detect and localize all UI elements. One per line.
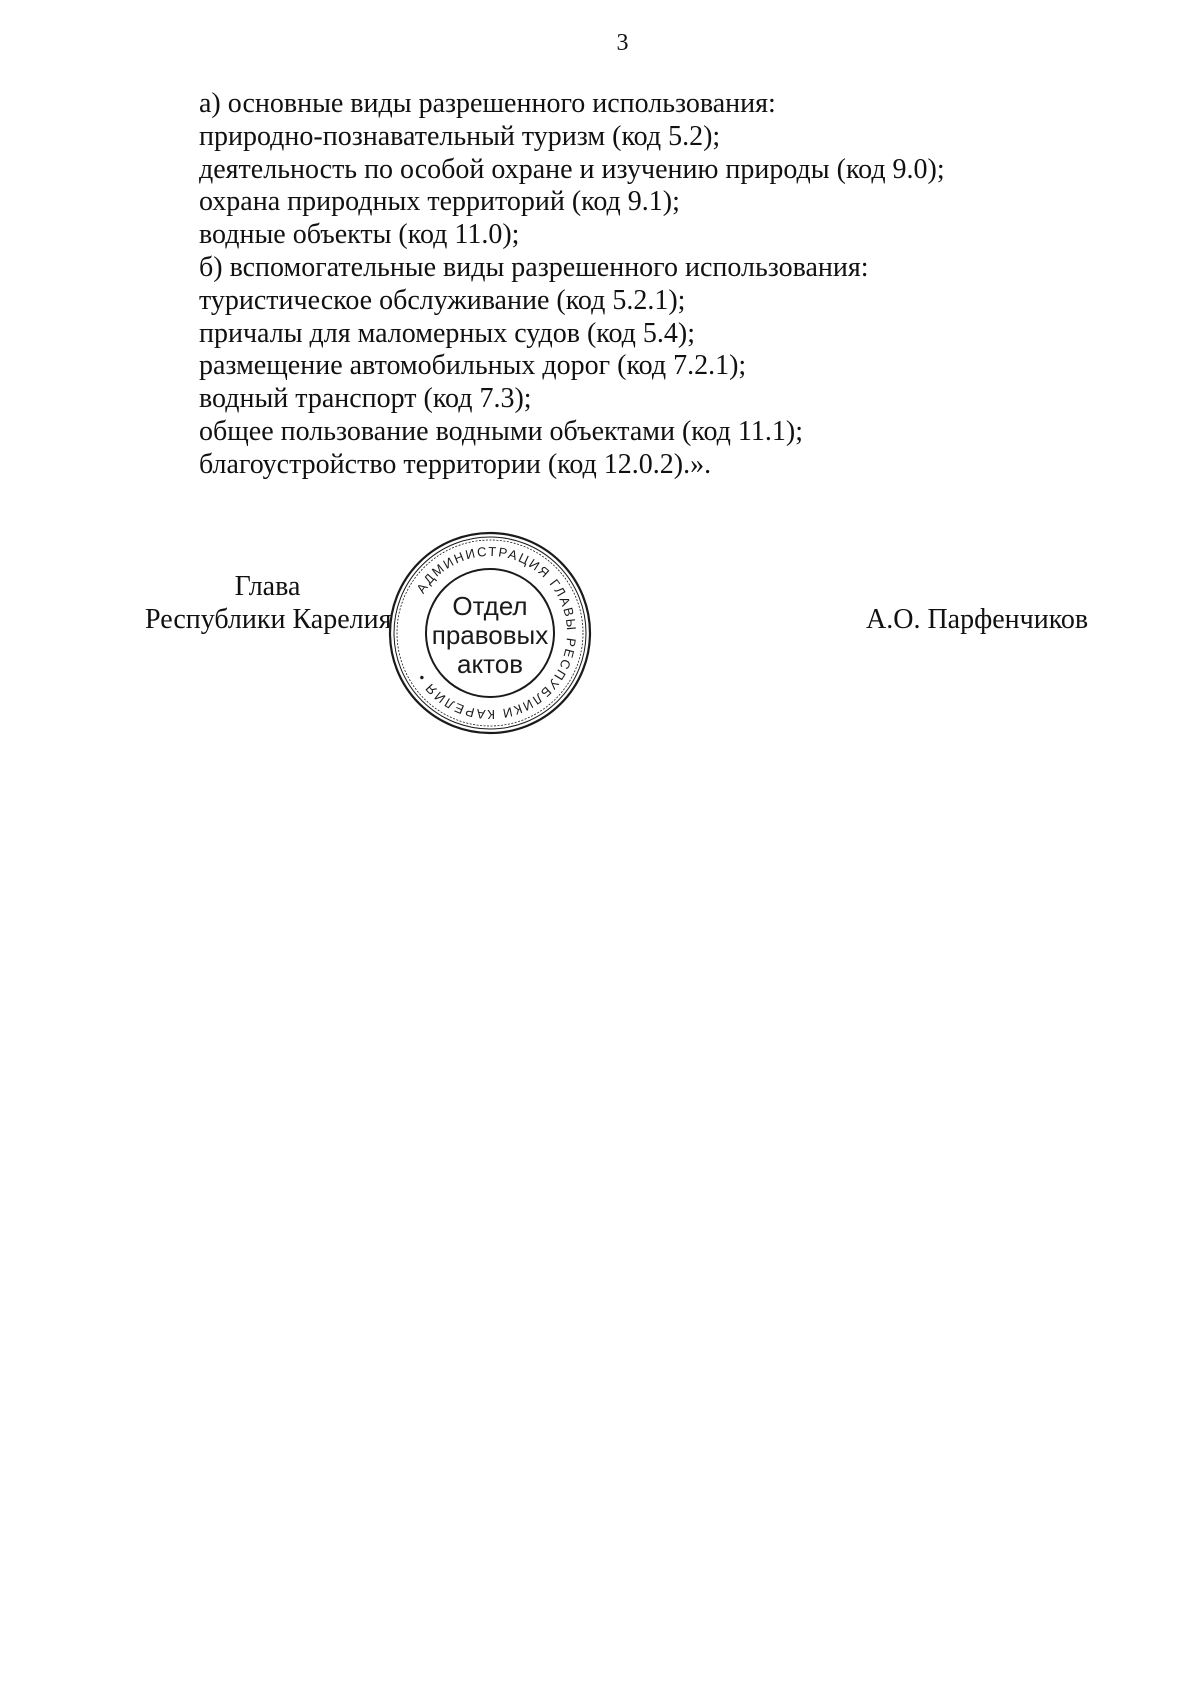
text-line: охрана природных территорий (код 9.1); [199, 186, 680, 218]
text-line: б) вспомогательные виды разрешенного использования: [199, 251, 869, 283]
document-body [199, 88, 945, 482]
text-line: а) основные виды разрешенного использования: [199, 88, 776, 119]
text-line: общее пользование водными объектами (код 11.1); [199, 415, 803, 447]
signatory-name: А.О. Парфенчиков [866, 604, 1089, 635]
text-line: водный транспорт (код 7.3); [199, 383, 532, 415]
official-seal [385, 528, 595, 738]
signatory-title [145, 570, 390, 636]
text-line: размещение автомобильных дорог (код 7.2.1); [199, 350, 747, 382]
text-line: водные объекты (код 11.0); [199, 219, 520, 251]
signatory-title-line1: Глава [234, 571, 301, 602]
page-number: 3 [616, 30, 629, 56]
seal-ring-textpath: АДМИНИСТРАЦИЯ ГЛАВЫ РЕСПУБЛИКИ КАРЕЛИЯ • [413, 543, 580, 723]
text-line: деятельность по особой охране и изучению природы (код 9.0); [199, 153, 945, 185]
seal-center-line2: правовых [431, 620, 549, 650]
text-line: природно-познавательный туризм (код 5.2); [199, 120, 721, 152]
text-line: причалы для маломерных судов (код 5.4); [199, 317, 696, 349]
seal-graphic [385, 528, 595, 738]
text-line: туристическое обслуживание (код 5.2.1); [199, 284, 686, 316]
seal-center-line3: актов [456, 649, 524, 679]
seal-center-line1: Отдел [452, 591, 528, 621]
signatory-title-line2: Республики Карелия [145, 604, 392, 635]
text-line: благоустройство территории (код 12.0.2).». [199, 448, 712, 480]
